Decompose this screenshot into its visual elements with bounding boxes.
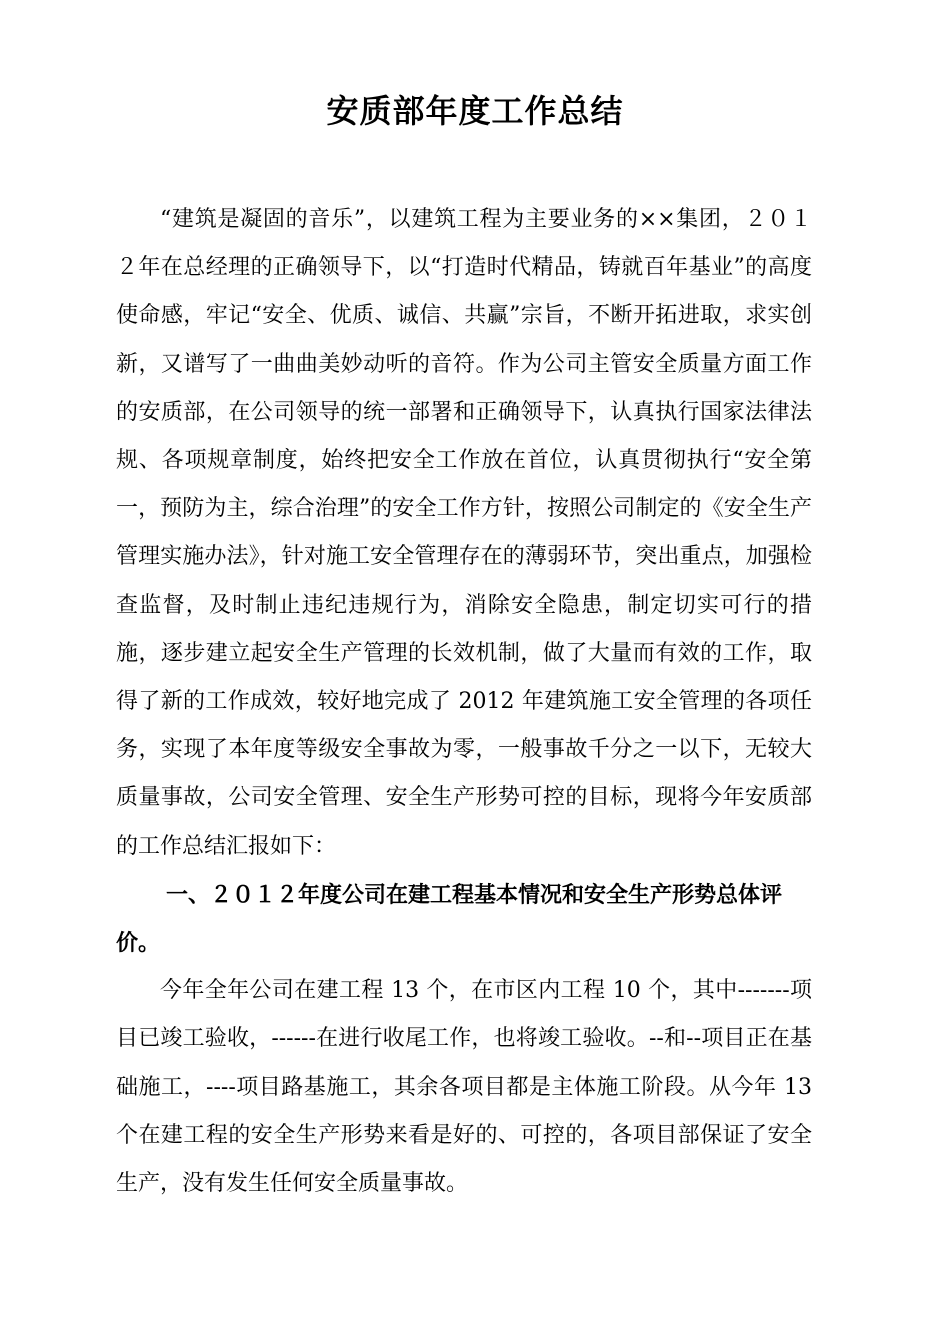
intro-paragraph: “建筑是凝固的音乐”，以建筑工程为主要业务的××集团，２０１２年在总经理的正确领导下，以“打造时代精品，铸就百年基业”的高度使命感，牢记“安全、优质、诚信、共赢”宗旨，不断开拓进取，求实创新，又谱写了一曲曲美妙动听的音符。作为公司主管安全质量方面工作的安质部，在公司领导的统一部署和正确领导下，认真执行国家法律法规、各项规章制度，始终把安全工作放在首位，认真贯彻执行“安全第一，预防为主，综合治理”的安全工作方针，按照公司制定的《安全生产管理实施办法》，针对施工安全管理存在的薄弱环节，突出重点，加强检查监督，及时制止违纪违规行为，消除安全隐患，制定切实可行的措施，逐步建立起安全生产管理的长效机制，做了大量而有效的工作，取得了新的工作成效，较好地完成了 2012 年建筑施工安全管理的各项任务，实现了本年度等级安全事故为零，一般事故千分之一以下，无较大质量事故，公司安全管理、安全生产形势可控的目标，现将今年安质部的工作总结汇报如下： <box>116 207 812 859</box>
document-title: 安质部年度工作总结 <box>326 92 624 130</box>
section-1-heading: 一、２０１２年度公司在建工程基本情况和安全生产形势总体评价。 <box>116 881 783 957</box>
document-body <box>116 196 812 1208</box>
section-1-paragraph: 今年全年公司在建工程 13 个，在市区内工程 10 个，其中-------项目已竣工验收，------在进行收尾工作，也将竣工验收。--和--项目正在基础施工，----项目路基施工，其余各项目都是主体施工阶段。从今年 13 个在建工程的安全生产形势来看是好的、可控的，各项目部保证了安全生产，没有发生任何安全质量事故。 <box>116 978 812 1197</box>
